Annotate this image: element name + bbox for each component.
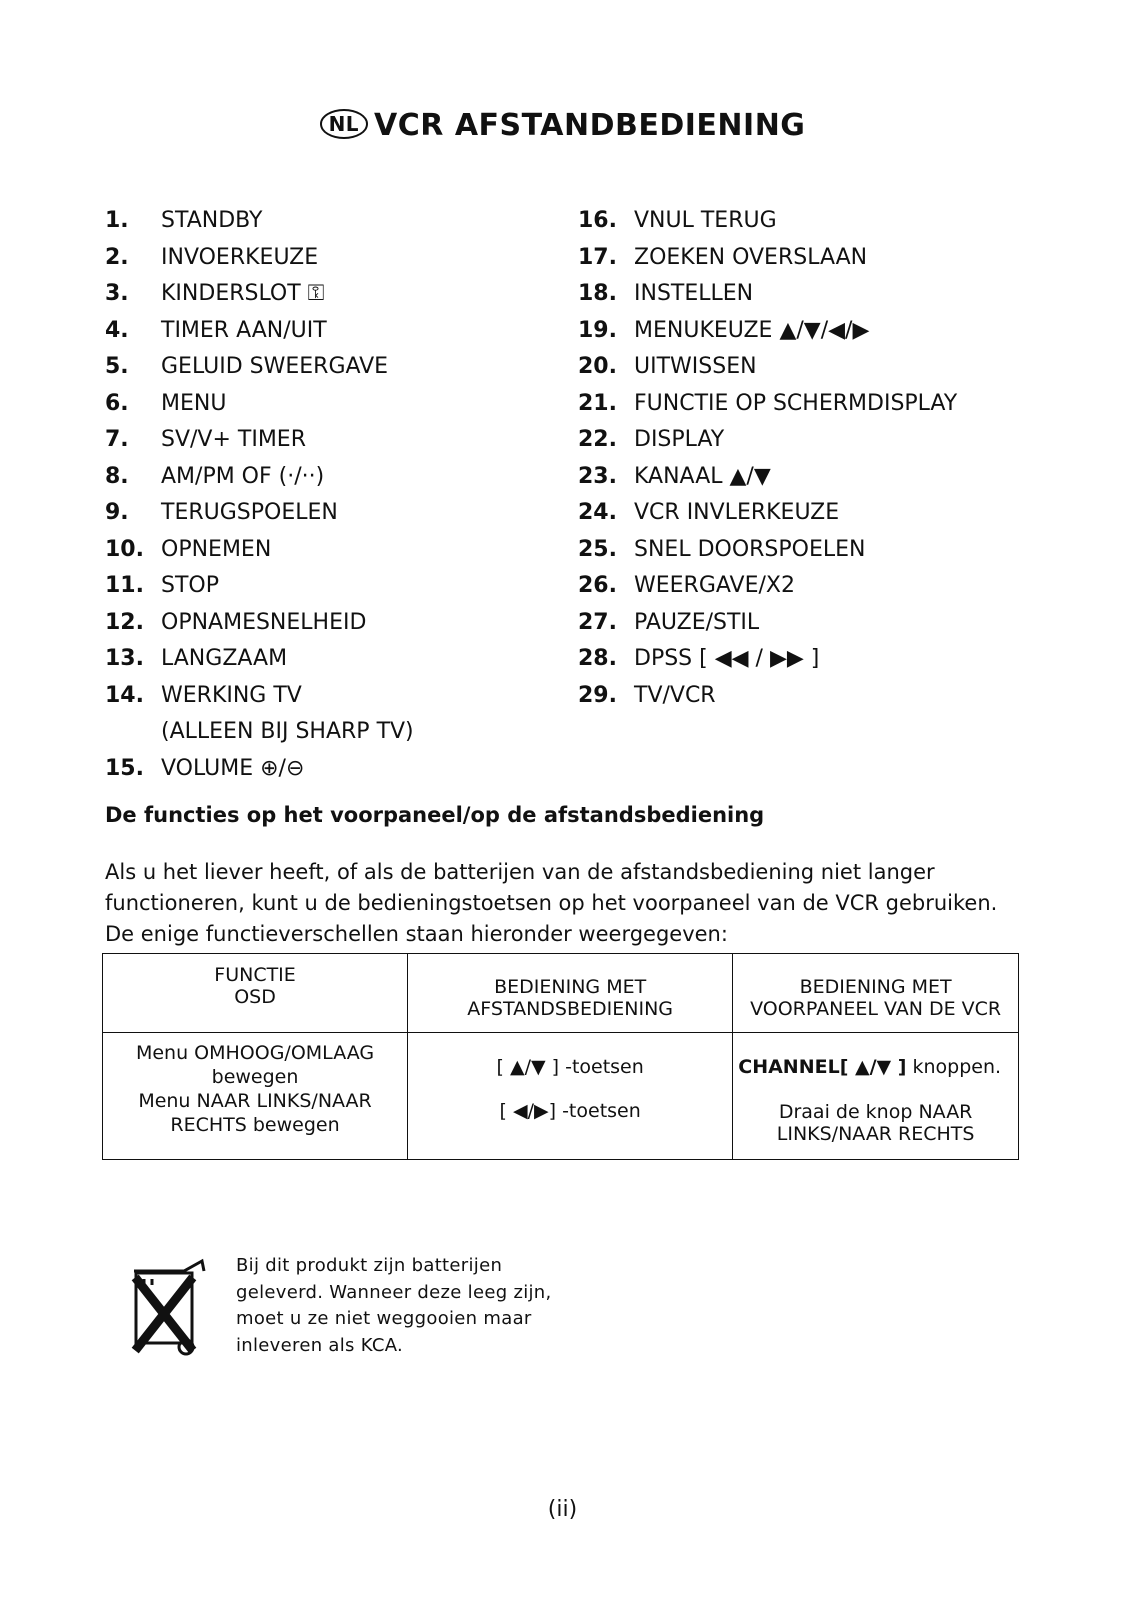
list-item bbox=[578, 605, 957, 642]
item-number: 16. bbox=[578, 208, 617, 233]
remote-button-list-left bbox=[105, 203, 414, 787]
item-label: VCR INVLERKEUZE bbox=[634, 500, 840, 525]
item-label: TERUGSPOELEN bbox=[161, 500, 338, 525]
item-number: 27. bbox=[578, 609, 617, 635]
item-number: 14. bbox=[105, 682, 144, 708]
item-number: 22. bbox=[578, 427, 617, 452]
note-line: moet u ze niet weggooien maar bbox=[236, 1308, 532, 1329]
item-label: MENUKEUZE ▲/▼/◀/▶ bbox=[634, 317, 870, 343]
item-number: 3. bbox=[105, 281, 129, 306]
item-number: 21. bbox=[578, 390, 617, 416]
list-item bbox=[578, 532, 957, 569]
item-number: 28. bbox=[578, 646, 617, 671]
cell-text: Draai de knop NAAR bbox=[778, 1101, 973, 1123]
item-number: 18. bbox=[578, 281, 617, 306]
item-label: SV/V+ TIMER bbox=[161, 427, 306, 452]
item-number: 12. bbox=[105, 609, 144, 635]
item-number bbox=[105, 714, 161, 751]
list-item bbox=[578, 276, 957, 313]
item-number: 26. bbox=[578, 573, 617, 598]
header-text: BEDIENING MET bbox=[799, 976, 952, 998]
list-item bbox=[578, 568, 957, 605]
header-text: FUNCTIE bbox=[214, 964, 296, 986]
item-label: AM/PM OF (·/··) bbox=[161, 463, 325, 489]
item-label: OPNEMEN bbox=[161, 536, 272, 562]
item-number: 7. bbox=[105, 427, 129, 452]
item-label: VOLUME ⊕/⊖ bbox=[161, 755, 305, 781]
list-item bbox=[105, 313, 414, 350]
item-number: 15. bbox=[105, 755, 144, 781]
item-label: TIMER AAN/UIT bbox=[161, 317, 327, 343]
table-header-cell bbox=[733, 954, 1019, 1033]
item-number: 9. bbox=[105, 500, 129, 525]
header-text: AFSTANDSBEDIENING bbox=[467, 998, 674, 1020]
list-item bbox=[105, 641, 414, 678]
list-item bbox=[578, 313, 957, 350]
list-item bbox=[578, 495, 957, 532]
list-item bbox=[105, 459, 414, 496]
note-line: Bij dit produkt zijn batterijen bbox=[236, 1255, 503, 1276]
list-item bbox=[105, 714, 414, 751]
item-label: PAUZE/STIL bbox=[634, 609, 760, 635]
cell-text: LINKS/NAAR RECHTS bbox=[776, 1123, 975, 1145]
list-item bbox=[578, 459, 957, 496]
item-label: MENU bbox=[161, 390, 227, 416]
list-item bbox=[105, 349, 414, 386]
page-title bbox=[0, 108, 1125, 143]
item-number: 19. bbox=[578, 317, 617, 343]
list-item bbox=[578, 203, 957, 240]
item-label: INVOERKEUZE bbox=[161, 244, 319, 270]
cell-text: [ ◀/▶] -toetsen bbox=[499, 1100, 641, 1122]
header-text: BEDIENING MET bbox=[494, 976, 647, 998]
item-label: OPNAMESNELHEID bbox=[161, 609, 367, 635]
item-label: KANAAL ▲/▼ bbox=[634, 463, 771, 489]
table-header-cell bbox=[408, 954, 733, 1033]
item-label: STANDBY bbox=[161, 208, 263, 233]
item-label: WEERGAVE/X2 bbox=[634, 573, 795, 598]
list-item bbox=[105, 203, 414, 240]
cell-text: RECHTS bewegen bbox=[170, 1114, 340, 1136]
item-label: INSTELLEN bbox=[634, 281, 754, 306]
item-label: LANGZAAM bbox=[161, 646, 288, 671]
table-header-cell bbox=[103, 954, 408, 1033]
header-text: VOORPANEEL VAN DE VCR bbox=[750, 998, 1002, 1020]
item-label: (ALLEEN BIJ SHARP TV) bbox=[161, 719, 414, 744]
table-cell bbox=[408, 1033, 733, 1160]
item-number: 10. bbox=[105, 536, 144, 562]
item-number: 4. bbox=[105, 317, 129, 343]
table-cell bbox=[103, 1033, 408, 1160]
battery-disposal-note bbox=[236, 1253, 576, 1359]
function-table bbox=[102, 953, 1019, 1160]
item-label: DPSS [ ◀◀ / ▶▶ ] bbox=[634, 646, 820, 671]
language-badge: NL bbox=[320, 109, 368, 139]
item-number: 11. bbox=[105, 573, 144, 598]
item-label: VNUL TERUG bbox=[634, 208, 777, 233]
table-cell bbox=[733, 1033, 1019, 1160]
section-heading: De functies op het voorpaneel/op de afstandsbediening bbox=[105, 803, 765, 827]
item-label: FUNCTIE OP SCHERMDISPLAY bbox=[634, 390, 958, 416]
cell-text: [ ▲/▼ ] -toetsen bbox=[496, 1056, 644, 1078]
list-item bbox=[578, 240, 957, 277]
item-label: UITWISSEN bbox=[634, 354, 757, 379]
item-number: 13. bbox=[105, 646, 144, 671]
list-item bbox=[578, 641, 957, 678]
list-item bbox=[105, 751, 414, 788]
list-item bbox=[578, 349, 957, 386]
list-item bbox=[105, 568, 414, 605]
cell-text bbox=[733, 1033, 1018, 1079]
item-number: 17. bbox=[578, 244, 617, 270]
list-item bbox=[105, 532, 414, 569]
item-number: 29. bbox=[578, 682, 617, 708]
item-label: SNEL DOORSPOELEN bbox=[634, 536, 866, 562]
item-number: 6. bbox=[105, 390, 129, 416]
item-number: 20. bbox=[578, 354, 617, 379]
list-item bbox=[105, 276, 414, 313]
header-text: OSD bbox=[234, 986, 276, 1008]
item-number: 25. bbox=[578, 536, 617, 562]
item-label: TV/VCR bbox=[634, 682, 716, 708]
cell-text: Menu OMHOOG/OMLAAG bbox=[135, 1042, 375, 1064]
item-label: STOP bbox=[161, 573, 219, 598]
crossed-out-bin-icon bbox=[126, 1255, 212, 1361]
remote-button-list-right bbox=[578, 203, 957, 714]
item-number: 1. bbox=[105, 208, 129, 233]
item-label: DISPLAY bbox=[634, 427, 725, 452]
channel-label: CHANNEL[ ▲/▼ ] bbox=[738, 1056, 907, 1078]
list-item bbox=[105, 605, 414, 642]
table-row bbox=[103, 1033, 1019, 1160]
cell-text-rest: knoppen. bbox=[906, 1056, 1002, 1078]
item-number: 2. bbox=[105, 244, 129, 270]
cell-text: Menu NAAR LINKS/NAAR bbox=[138, 1090, 372, 1112]
item-label: GELUID SWEERGAVE bbox=[161, 354, 389, 379]
page-number: (ii) bbox=[547, 1497, 578, 1522]
cell-text: bewegen bbox=[211, 1066, 299, 1088]
section-paragraph: Als u het liever heeft, of als de batterijen van de afstandsbediening niet langer functioneren, kunt u de bedieningstoetsen op het voorpaneel van de VCR gebruiken. De enige functieverschellen staan hieronder weergegeven: bbox=[105, 860, 998, 946]
item-number: 8. bbox=[105, 463, 129, 489]
list-item bbox=[578, 422, 957, 459]
item-label: WERKING TV bbox=[161, 682, 302, 708]
list-item bbox=[105, 240, 414, 277]
list-item bbox=[105, 422, 414, 459]
note-line: geleverd. Wanneer deze leeg zijn, bbox=[236, 1281, 552, 1303]
title-text: VCR AFSTANDBEDIENING bbox=[374, 108, 806, 143]
list-item bbox=[105, 495, 414, 532]
table-header-row bbox=[103, 954, 1019, 1033]
item-number: 5. bbox=[105, 354, 129, 379]
item-number: 24. bbox=[578, 500, 617, 525]
list-item bbox=[105, 386, 414, 423]
item-number: 23. bbox=[578, 463, 617, 489]
list-item bbox=[578, 386, 957, 423]
item-label: ZOEKEN OVERSLAAN bbox=[634, 244, 868, 270]
list-item bbox=[578, 678, 957, 715]
item-label: KINDERSLOT ⚿ bbox=[161, 281, 325, 306]
list-item bbox=[105, 678, 414, 715]
note-line: inleveren als KCA. bbox=[236, 1334, 404, 1356]
